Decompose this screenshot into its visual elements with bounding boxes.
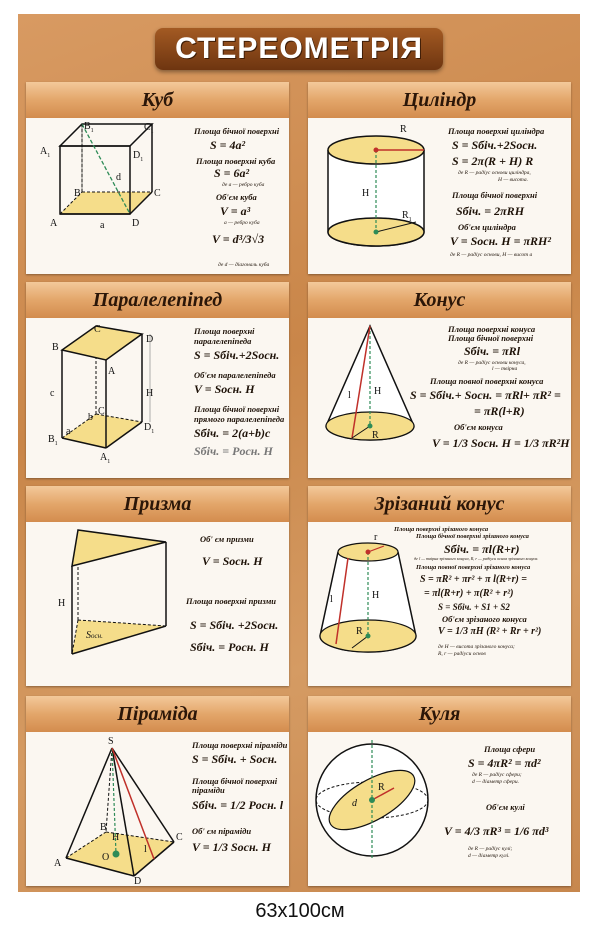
card-pyramid [26, 696, 289, 886]
cone-line: Sбіч. = πRl [464, 344, 521, 358]
pyramid-line: Sбіч. = 1/2 Pосн. l [192, 798, 284, 812]
parallelepiped-line: паралелепіпеда [194, 336, 252, 346]
svg-text:B: B [100, 822, 107, 833]
parallelepiped-line: Sбіч. = Pосн. H [194, 444, 273, 458]
card-header [26, 282, 289, 318]
svg-text:B1: $B_1$ [84, 121, 94, 134]
cone-line: Площа бічної поверхні [448, 333, 534, 343]
prism-line: Об' єм призми [200, 534, 254, 544]
frustum-line: де H — висота зрізаного конуса; [438, 644, 515, 650]
frustum-line: R, r — радіуси основ [438, 651, 486, 657]
svg-text:S: S [108, 736, 114, 747]
card-header [308, 82, 571, 118]
svg-text:D1: $D_1$ [144, 422, 155, 435]
card-title: Зрізаний конус [374, 492, 505, 515]
svg-text:Sосн.: Sосн. [86, 630, 103, 641]
card-body [308, 318, 571, 478]
cylinder-line: H — висота. [498, 177, 528, 183]
svg-text:H: H [146, 388, 154, 399]
svg-text:D: D [146, 334, 154, 345]
svg-text:H: H [372, 590, 380, 601]
svg-text:l: l [348, 390, 351, 401]
pyramid-line: S = Sбіч. + Sосн. [192, 752, 278, 766]
svg-text:C: C [94, 324, 101, 335]
sphere-line: d — діаметр кулі. [468, 853, 510, 859]
svg-text:A1: $A_1$ [40, 146, 51, 159]
svg-text:B: B [52, 342, 59, 353]
cube-line: V = d³/3√3 [212, 232, 265, 246]
frustum-line: S = πR² + πr² + π l(R+r) = [420, 574, 527, 585]
svg-text:D: D [132, 218, 140, 229]
parallelepiped-line: Об'єм паралелепіпеда [194, 370, 276, 380]
svg-text:a: a [66, 426, 71, 437]
svg-text:B1: $B_1$ [48, 434, 58, 447]
sphere-line: Площа сфери [484, 744, 536, 754]
sphere-line: V = 4/3 πR³ = 1/6 πd³ [444, 824, 549, 838]
cylinder-line: V = Sосн. H = πRH² [450, 234, 551, 248]
svg-text:d: d [116, 172, 121, 183]
cylinder-line: Sбіч. = 2πRH [456, 204, 525, 218]
cylinder-line: S = Sбіч.+2Sосн. [452, 138, 538, 152]
sphere-figure-icon [312, 736, 432, 876]
card-parallelepiped [26, 282, 289, 478]
frustum-line: Площа бічної поверхні зрізаного конуса [416, 533, 529, 540]
frustum-line: Площа повної поверхні зрізаного конуса [416, 564, 531, 571]
card-cube [26, 82, 289, 274]
sphere-line: де R — радіус сфери; [472, 772, 522, 778]
sphere-line: де R — радіус кулі; [468, 846, 513, 852]
poster-title-bar [18, 20, 580, 78]
cylinder-line: S = 2π(R + H) R [452, 154, 534, 168]
frustum-figure-icon [312, 526, 428, 676]
svg-text:C: C [154, 188, 161, 199]
svg-text:R: R [378, 782, 385, 793]
svg-text:R1: $R_1$ [402, 210, 412, 223]
svg-text:D1: $D_1$ [133, 150, 144, 163]
pyramid-line: V = 1/3 Sосн. H [192, 840, 271, 854]
svg-text:R: R [356, 626, 363, 637]
svg-text:O: O [102, 852, 110, 863]
svg-text:H: H [112, 832, 120, 843]
parallelepiped-line: S = Sбіч.+2Sосн. [194, 348, 280, 362]
parallelepiped-line: Площа поверхні [194, 326, 255, 336]
frustum-line: V = 1/3 πH (R² + Rr + r²) [438, 626, 542, 637]
cone-line: Об'єм конуса [454, 422, 503, 432]
cube-line: V = a³ [220, 204, 251, 218]
card-cone [308, 282, 571, 478]
cube-line: де a — ребро куба [222, 182, 265, 188]
card-header [26, 82, 289, 118]
card-header [26, 486, 289, 522]
parallelepiped-line: прямого паралелепіпеда [194, 414, 285, 424]
cube-line: S = 6a² [214, 166, 250, 180]
parallelepiped-line: Площа бічної поверхні [194, 404, 280, 414]
svg-text:d: d [352, 798, 357, 809]
card-body [308, 522, 571, 686]
svg-text:C1: $C_1$ [98, 406, 108, 419]
card-body [308, 118, 571, 274]
frustum-line: Площа поверхні зрізаного конуса [394, 526, 489, 533]
cube-line: S = 4a² [210, 138, 246, 152]
parallelepiped-line: V = Sосн. H [194, 382, 255, 396]
svg-text:c: c [50, 388, 55, 399]
cone-line: S = Sбіч.+ Sосн. = πRl+ πR² = [410, 388, 561, 402]
pyramid-line: Площа поверхні піраміди [192, 740, 288, 750]
card-header [26, 696, 289, 732]
svg-text:C: C [176, 832, 183, 843]
cube-line: Площа поверхні куба [196, 156, 276, 166]
poster [18, 14, 580, 892]
card-title: Куля [418, 702, 461, 725]
parallelepiped-line: Sбіч. = 2(a+b)c [194, 426, 271, 440]
frustum-line: Об'єм зрізаного конуса [442, 614, 527, 624]
cube-line: Об'єм куба [216, 192, 257, 202]
prism-line: V = Sосн. H [202, 554, 263, 568]
svg-text:H: H [362, 188, 370, 199]
cylinder-line: Площа поверхні циліндра [448, 126, 545, 136]
card-body [26, 732, 289, 886]
prism-figure-icon [30, 526, 190, 676]
prism-line: S = Sбіч. +2Sосн. [190, 618, 279, 632]
cylinder-figure-icon [312, 122, 432, 264]
svg-text:R: R [400, 124, 407, 135]
svg-text:A1: $A_1$ [100, 452, 111, 465]
pyramid-figure-icon [30, 736, 183, 887]
svg-text:r: r [374, 532, 378, 543]
svg-text:b: b [88, 412, 93, 423]
card-title: Конус [413, 288, 466, 311]
svg-text:R: R [372, 430, 379, 441]
sphere-line: S = 4πR² = πd² [468, 756, 541, 770]
card-body [26, 118, 289, 274]
card-title: Куб [141, 88, 174, 111]
svg-text:C1: $C_1$ [144, 122, 154, 135]
cube-line: де d — діагональ куба [218, 262, 270, 268]
svg-text:B: B [74, 188, 81, 199]
cone-line: Площа повної поверхні конуса [430, 376, 544, 386]
svg-text:A: A [50, 218, 58, 229]
size-label: 63х100см [255, 900, 345, 922]
svg-text:A: A [108, 366, 116, 377]
frustum-line: Sбіч. = πl(R+r) [444, 542, 520, 556]
svg-text:l: l [330, 594, 333, 605]
svg-text:l: l [144, 844, 147, 855]
prism-line: Площа поверхні призми [186, 596, 277, 606]
card-prism [26, 486, 289, 686]
frustum-line: S = Sбіч. + S1 + S2 [438, 602, 510, 612]
parallelepiped-figure-icon [30, 322, 160, 472]
card-sphere [308, 696, 571, 886]
card-title: Циліндр [402, 88, 477, 111]
frustum-line: = πl(R+r) + π(R² + r²) [424, 588, 514, 599]
svg-text:H: H [374, 386, 382, 397]
svg-text:A: A [54, 858, 62, 869]
poster-title: СТЕРЕОМЕТРІЯ [155, 28, 443, 70]
sphere-line: d — діаметр сфери. [472, 779, 519, 785]
pyramid-line: Об' єм піраміди [192, 826, 252, 836]
svg-text:H: H [58, 598, 66, 609]
pyramid-line: Площа бічної поверхні [192, 776, 278, 786]
cylinder-line: Площа бічної поверхні [452, 190, 538, 200]
cone-line: Площа поверхні конуса [448, 324, 536, 334]
card-header [308, 696, 571, 732]
pyramid-line: піраміди [192, 785, 225, 795]
svg-text:D: D [134, 876, 142, 887]
prism-line: Sбіч. = Pосн. H [190, 640, 269, 654]
card-body [308, 732, 571, 886]
cube-line: Площа бічної поверхні [194, 126, 280, 136]
svg-text:a: a [100, 220, 105, 231]
cone-line: де R — радіус основи конуса, [458, 360, 526, 366]
cylinder-line: де R — радіус основи, H — висот а [450, 252, 533, 258]
cylinder-line: де R — радіус основи циліндра, [458, 170, 531, 176]
card-body [26, 318, 289, 478]
card-header [308, 486, 571, 522]
sphere-line: Об'єм кулі [486, 802, 525, 812]
card-frustum [308, 486, 571, 686]
card-body [26, 522, 289, 686]
card-title: Паралелепіпед [92, 288, 223, 311]
cylinder-line: Об'єм циліндра [458, 222, 516, 232]
cube-figure-icon [30, 121, 161, 270]
card-title: Призма [123, 492, 192, 515]
frustum-line: де l — твірна зрізаного конуса, R, r — радіуси основ зрізаного конуса. [414, 556, 539, 561]
card-header [308, 282, 571, 318]
cone-line: = πR(l+R) [474, 404, 525, 418]
card-cylinder [308, 82, 571, 274]
cone-line: l — твірна [492, 366, 518, 372]
cone-line: V = 1/3 Sосн. H = 1/3 πR²H [432, 436, 570, 450]
cube-line: a — ребро куба [224, 220, 260, 226]
card-title: Піраміда [117, 702, 198, 725]
